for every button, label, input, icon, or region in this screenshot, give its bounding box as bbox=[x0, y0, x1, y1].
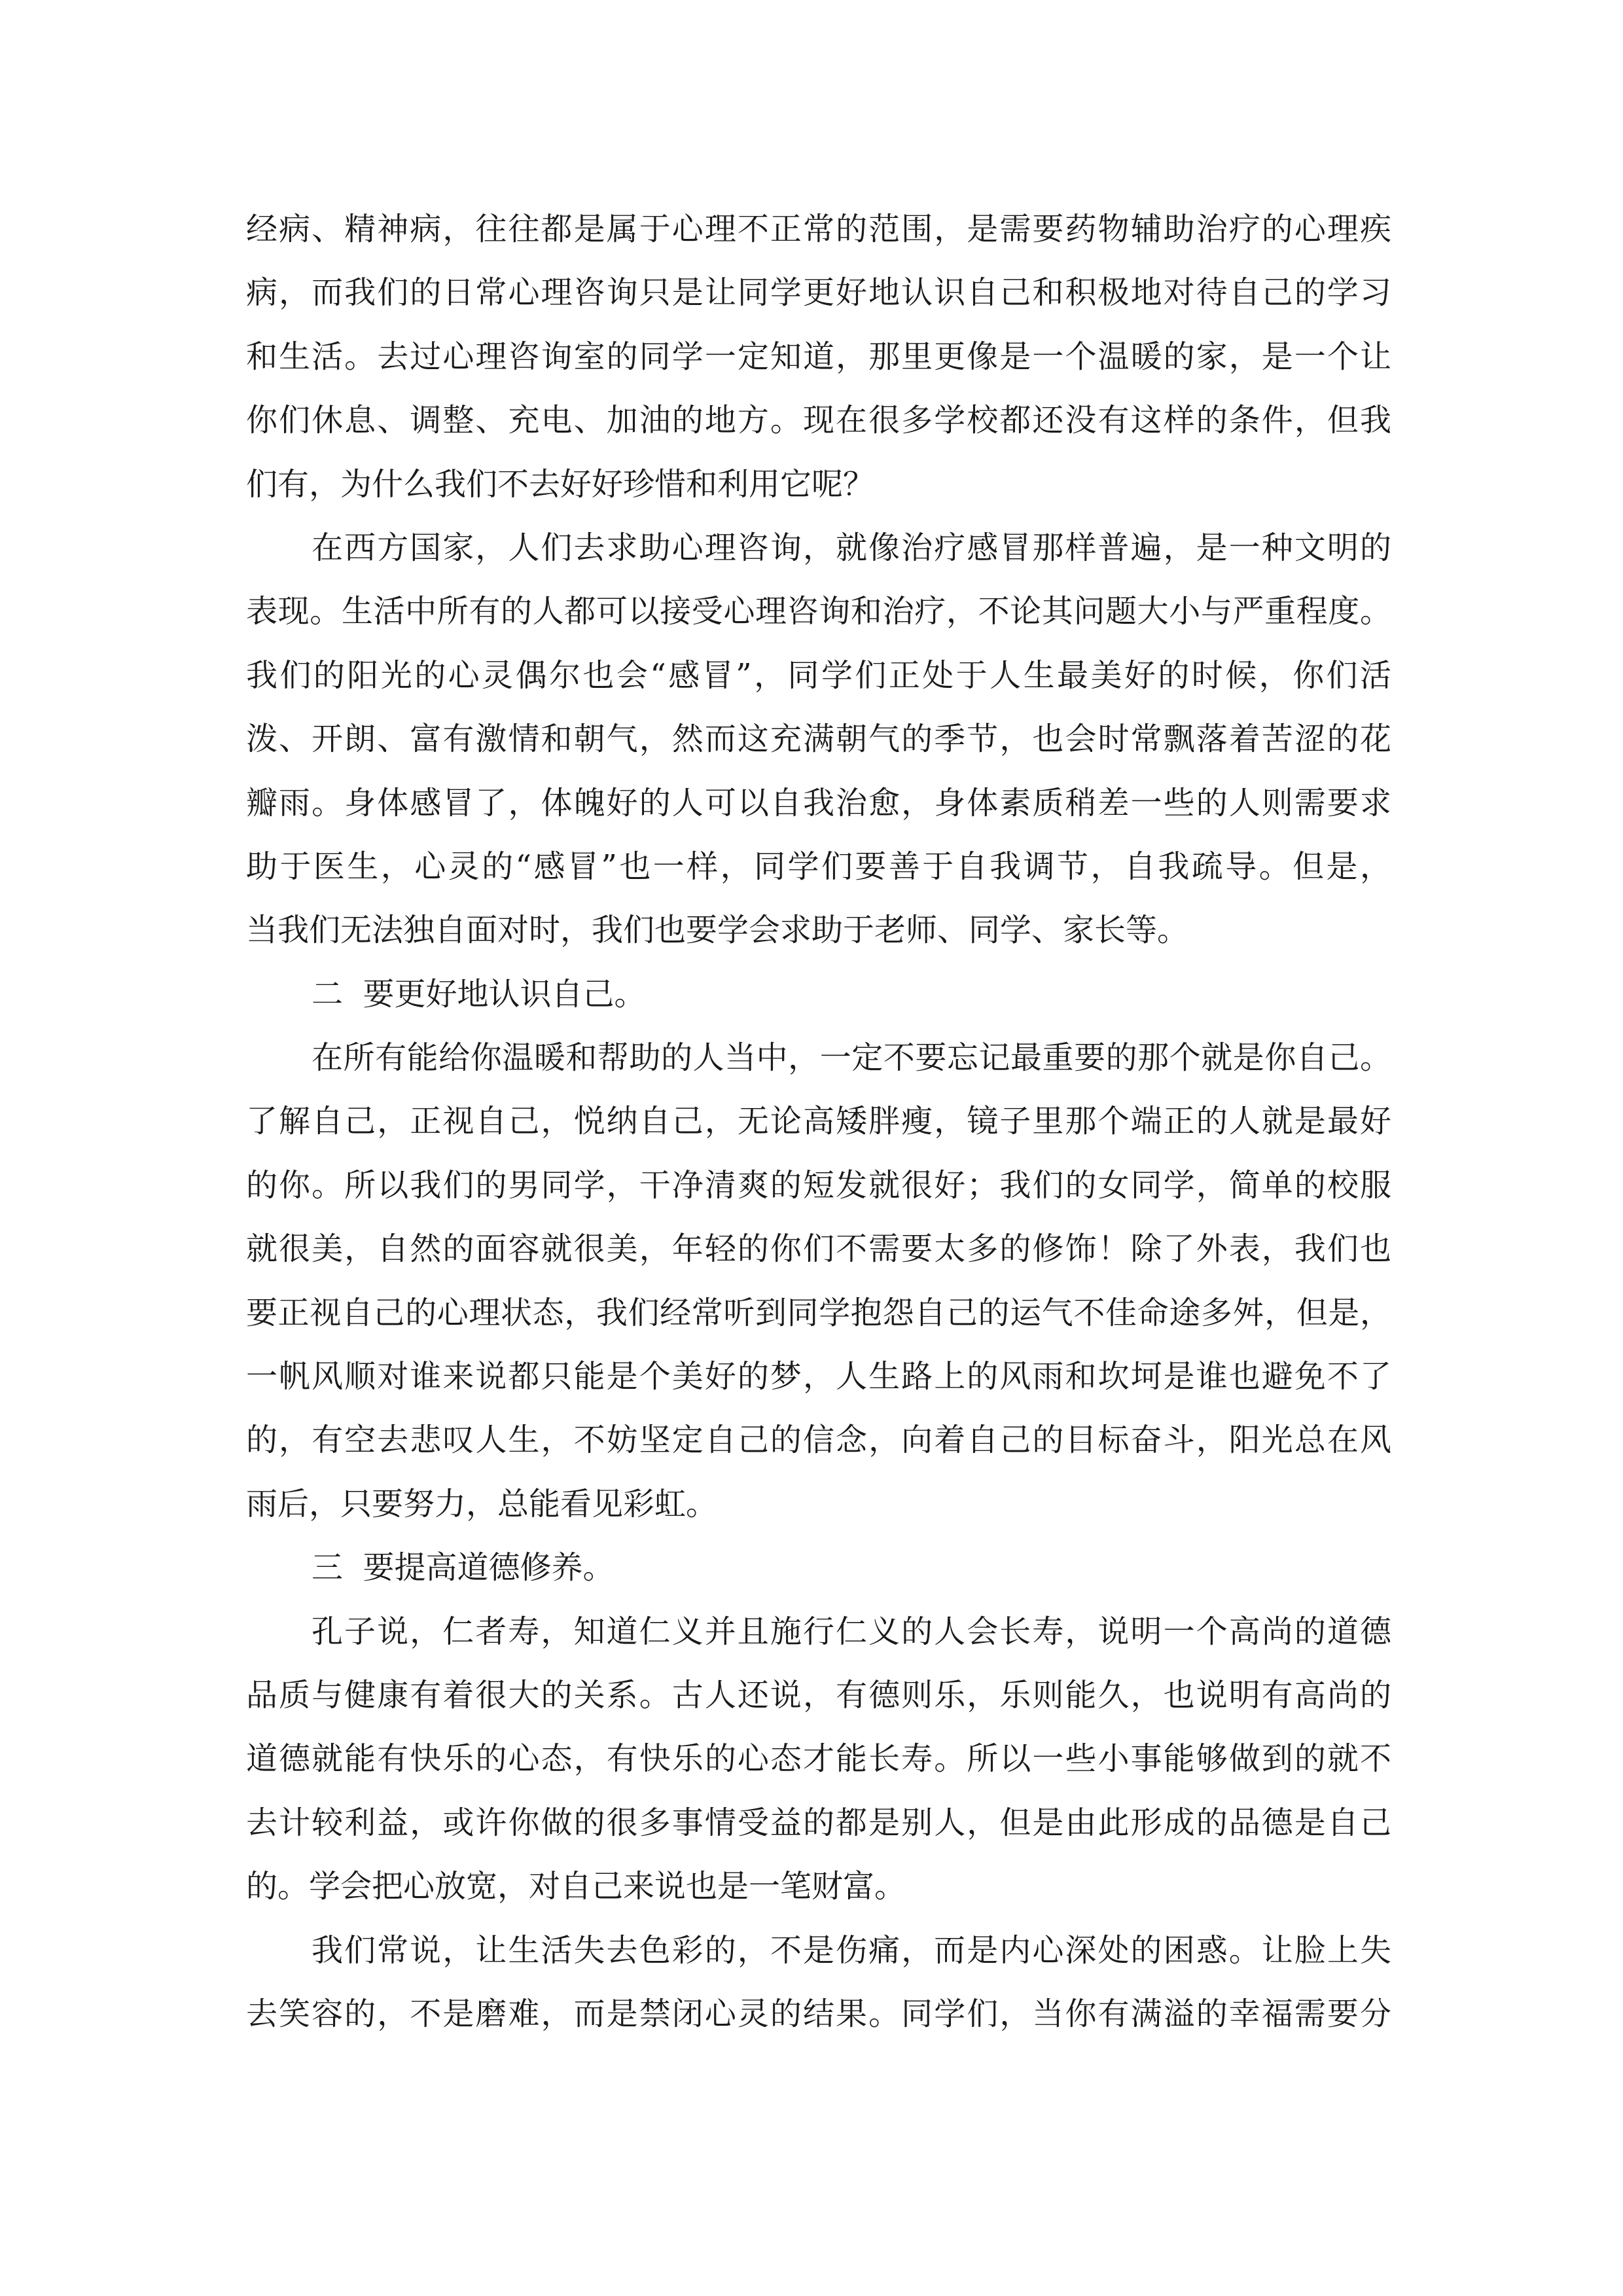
text-line: 助于医生，心灵的“感冒”也一样，同学们要善于自我调节，自我疏导。但是， bbox=[246, 848, 1391, 885]
section-heading-text: 二 要更好地认识自己。 bbox=[312, 975, 646, 1013]
text-line: 在所有能给你温暖和帮助的人当中，一定不要忘记最重要的那个就是你自己。 bbox=[312, 1039, 1391, 1077]
text-line: 了解自己，正视自己，悦纳自己，无论高矮胖瘦，镜子里那个端正的人就是最好 bbox=[246, 1103, 1391, 1140]
text-line: 泼、开朗、富有激情和朝气，然而这充满朝气的季节，也会时常飘落着苦涩的花 bbox=[246, 721, 1391, 758]
paragraph bbox=[246, 1919, 1391, 2047]
text-line: 雨后，只要努力，总能看见彩虹。 bbox=[246, 1485, 718, 1522]
text-line: 去计较利益，或许你做的很多事情受益的都是别人，但是由此形成的品德是自己 bbox=[246, 1804, 1391, 1841]
text-line: 的你。所以我们的男同学，干净清爽的短发就很好；我们的女同学，简单的校服 bbox=[246, 1166, 1391, 1204]
text-line: 当我们无法独自面对时，我们也要学会求助于老师、同学、家长等。 bbox=[246, 912, 1189, 949]
text-line: 要正视自己的心理状态，我们经常听到同学抱怨自己的运气不佳命途多舛，但是， bbox=[246, 1294, 1391, 1331]
section-heading bbox=[246, 963, 1391, 1026]
text-line: 病，而我们的日常心理咨询只是让同学更好地认识自己和积极地对待自己的学习 bbox=[246, 274, 1391, 312]
section-heading-text: 三 要提高道德修养。 bbox=[312, 1549, 615, 1587]
text-line: 我们的阳光的心灵偶尔也会“感冒”，同学们正处于人生最美好的时候，你们活 bbox=[246, 656, 1391, 694]
text-line: 表现。生活中所有的人都可以接受心理咨询和治疗，不论其问题大小与严重程度。 bbox=[246, 593, 1391, 630]
text-line: 去笑容的，不是磨难，而是禁闭心灵的结果。同学们，当你有满溢的幸福需要分 bbox=[246, 1995, 1391, 2032]
text-line: 经病、精神病，往往都是属于心理不正常的范围，是需要药物辅助治疗的心理疾 bbox=[246, 211, 1391, 247]
text-line: 你们休息、调整、充电、加油的地方。现在很多学校都还没有这样的条件，但我 bbox=[246, 402, 1391, 439]
text-line: 和生活。去过心理咨询室的同学一定知道，那里更像是一个温暖的家，是一个让 bbox=[246, 338, 1391, 375]
text-line: 我们常说，让生活失去色彩的，不是伤痛，而是内心深处的困惑。让脸上失 bbox=[312, 1931, 1391, 1969]
text-line: 们有，为什么我们不去好好珍惜和利用它呢？ bbox=[246, 465, 875, 503]
paragraph bbox=[246, 516, 1391, 963]
body-text bbox=[246, 198, 1391, 2046]
text-line: 就很美，自然的面容就很美，年轻的你们不需要太多的修饰！除了外表，我们也 bbox=[246, 1230, 1391, 1268]
text-line: 瓣雨。身体感冒了，体魄好的人可以自我治愈，身体素质稍差一些的人则需要求 bbox=[246, 784, 1391, 821]
text-line: 的，有空去悲叹人生，不妨坚定自己的信念，向着自己的目标奋斗，阳光总在风 bbox=[246, 1422, 1391, 1459]
text-line: 孔子说，仁者寿，知道仁义并且施行仁义的人会长寿，说明一个高尚的道德 bbox=[312, 1613, 1391, 1650]
text-line: 在西方国家，人们去求助心理咨询，就像治疗感冒那样普遍，是一种文明的 bbox=[312, 529, 1391, 566]
text-line: 道德就能有快乐的心态，有快乐的心态才能长寿。所以一些小事能够做到的就不 bbox=[246, 1740, 1391, 1778]
paragraph bbox=[246, 1026, 1391, 1536]
text-line: 一帆风顺对谁来说都只能是个美好的梦，人生路上的风雨和坎坷是谁也避免不了 bbox=[246, 1358, 1391, 1395]
paragraph bbox=[246, 198, 1391, 516]
paragraph bbox=[246, 1600, 1391, 1919]
text-line: 品质与健康有着很大的关系。古人还说，有德则乐，乐则能久，也说明有高尚的 bbox=[246, 1676, 1391, 1713]
text-line: 的。学会把心放宽，对自己来说也是一笔财富。 bbox=[246, 1868, 906, 1905]
section-heading bbox=[246, 1536, 1391, 1600]
